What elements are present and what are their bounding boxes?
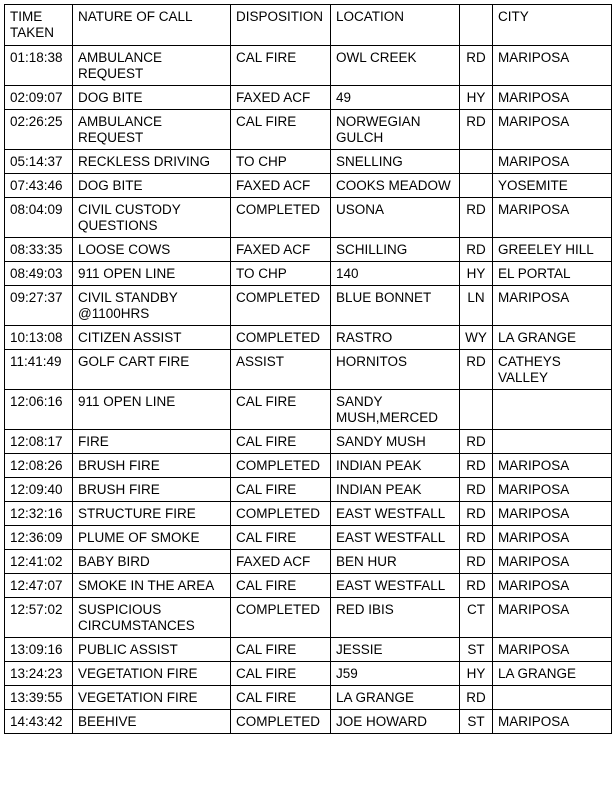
table-row [5, 174, 612, 198]
location-cell: COOKS MEADOW [331, 174, 460, 198]
location-cell: 140 [331, 262, 460, 286]
time-cell: 13:39:55 [5, 686, 73, 710]
table-row [5, 550, 612, 574]
time-cell: 13:24:23 [5, 662, 73, 686]
disposition-cell: FAXED ACF [231, 86, 331, 110]
nature-cell: BABY BIRD [73, 550, 231, 574]
city-cell: LA GRANGE [493, 662, 612, 686]
location-cell: BLUE BONNET [331, 286, 460, 326]
suffix-cell: RD [460, 238, 493, 262]
nature-cell: 911 OPEN LINE [73, 262, 231, 286]
time-cell: 10:13:08 [5, 326, 73, 350]
table-row [5, 86, 612, 110]
time-cell: 13:09:16 [5, 638, 73, 662]
city-cell: MARIPOSA [493, 574, 612, 598]
table-row [5, 350, 612, 390]
table-row [5, 262, 612, 286]
time-cell: 12:08:17 [5, 430, 73, 454]
time-cell: 08:49:03 [5, 262, 73, 286]
table-row [5, 502, 612, 526]
nature-cell: AMBULANCE REQUEST [73, 110, 231, 150]
suffix-cell: RD [460, 350, 493, 390]
suffix-cell: HY [460, 262, 493, 286]
disposition-cell: CAL FIRE [231, 478, 331, 502]
disposition-cell: FAXED ACF [231, 550, 331, 574]
city-cell: YOSEMITE [493, 174, 612, 198]
suffix-cell: RD [460, 550, 493, 574]
nature-cell: PUBLIC ASSIST [73, 638, 231, 662]
table-row [5, 286, 612, 326]
nature-cell: VEGETATION FIRE [73, 686, 231, 710]
nature-cell: BEEHIVE [73, 710, 231, 734]
disposition-cell: COMPLETED [231, 454, 331, 478]
location-cell: BEN HUR [331, 550, 460, 574]
disposition-cell: COMPLETED [231, 286, 331, 326]
city-cell: MARIPOSA [493, 550, 612, 574]
location-cell: OWL CREEK [331, 46, 460, 86]
suffix-cell: RD [460, 198, 493, 238]
time-cell: 09:27:37 [5, 286, 73, 326]
disposition-cell: COMPLETED [231, 502, 331, 526]
city-cell: MARIPOSA [493, 454, 612, 478]
disposition-cell: COMPLETED [231, 598, 331, 638]
header-time-taken: TIME TAKEN [5, 5, 73, 46]
location-cell: INDIAN PEAK [331, 454, 460, 478]
table-row [5, 150, 612, 174]
disposition-cell: CAL FIRE [231, 638, 331, 662]
location-cell: INDIAN PEAK [331, 478, 460, 502]
city-cell: MARIPOSA [493, 86, 612, 110]
call-log-table [4, 4, 612, 734]
time-cell: 11:41:49 [5, 350, 73, 390]
time-cell: 07:43:46 [5, 174, 73, 198]
time-cell: 12:09:40 [5, 478, 73, 502]
suffix-cell: RD [460, 46, 493, 86]
nature-cell: AMBULANCE REQUEST [73, 46, 231, 86]
suffix-cell: RD [460, 478, 493, 502]
nature-cell: PLUME OF SMOKE [73, 526, 231, 550]
location-cell: JOE HOWARD [331, 710, 460, 734]
time-cell: 02:09:07 [5, 86, 73, 110]
table-row [5, 478, 612, 502]
disposition-cell: CAL FIRE [231, 662, 331, 686]
time-cell: 12:47:07 [5, 574, 73, 598]
nature-cell: SUSPICIOUS CIRCUMSTANCES [73, 598, 231, 638]
nature-cell: RECKLESS DRIVING [73, 150, 231, 174]
nature-cell: VEGETATION FIRE [73, 662, 231, 686]
table-row [5, 46, 612, 86]
disposition-cell: TO CHP [231, 150, 331, 174]
location-cell: LA GRANGE [331, 686, 460, 710]
city-cell: MARIPOSA [493, 286, 612, 326]
suffix-cell: HY [460, 86, 493, 110]
call-log-page [4, 4, 612, 734]
city-cell: MARIPOSA [493, 710, 612, 734]
suffix-cell: ST [460, 710, 493, 734]
disposition-cell: CAL FIRE [231, 390, 331, 430]
location-cell: USONA [331, 198, 460, 238]
table-row [5, 110, 612, 150]
header-city: CITY [493, 5, 612, 46]
disposition-cell: FAXED ACF [231, 238, 331, 262]
location-cell: EAST WESTFALL [331, 574, 460, 598]
suffix-cell: RD [460, 430, 493, 454]
header-nature-of-call: NATURE OF CALL [73, 5, 231, 46]
suffix-cell: RD [460, 526, 493, 550]
location-cell: SANDY MUSH [331, 430, 460, 454]
time-cell: 08:33:35 [5, 238, 73, 262]
city-cell: MARIPOSA [493, 478, 612, 502]
time-cell: 01:18:38 [5, 46, 73, 86]
suffix-cell: RD [460, 686, 493, 710]
table-row [5, 430, 612, 454]
location-cell: SANDY MUSH,MERCED [331, 390, 460, 430]
time-cell: 12:08:26 [5, 454, 73, 478]
suffix-cell [460, 390, 493, 430]
time-cell: 02:26:25 [5, 110, 73, 150]
location-cell: SNELLING [331, 150, 460, 174]
disposition-cell: COMPLETED [231, 326, 331, 350]
location-cell: 49 [331, 86, 460, 110]
location-cell: RASTRO [331, 326, 460, 350]
time-cell: 12:32:16 [5, 502, 73, 526]
time-cell: 05:14:37 [5, 150, 73, 174]
disposition-cell: CAL FIRE [231, 46, 331, 86]
disposition-cell: ASSIST [231, 350, 331, 390]
disposition-cell: FAXED ACF [231, 174, 331, 198]
time-cell: 12:06:16 [5, 390, 73, 430]
nature-cell: GOLF CART FIRE [73, 350, 231, 390]
disposition-cell: CAL FIRE [231, 430, 331, 454]
suffix-cell [460, 174, 493, 198]
disposition-cell: CAL FIRE [231, 110, 331, 150]
header-row [5, 5, 612, 46]
disposition-cell: TO CHP [231, 262, 331, 286]
suffix-cell: CT [460, 598, 493, 638]
table-row [5, 390, 612, 430]
nature-cell: FIRE [73, 430, 231, 454]
table-body [5, 46, 612, 734]
header-street-suffix [460, 5, 493, 46]
table-row [5, 710, 612, 734]
location-cell: RED IBIS [331, 598, 460, 638]
table-row [5, 662, 612, 686]
header-disposition: DISPOSITION [231, 5, 331, 46]
location-cell: J59 [331, 662, 460, 686]
suffix-cell: RD [460, 574, 493, 598]
city-cell: GREELEY HILL [493, 238, 612, 262]
table-row [5, 638, 612, 662]
suffix-cell: ST [460, 638, 493, 662]
table-row [5, 598, 612, 638]
city-cell: MARIPOSA [493, 598, 612, 638]
nature-cell: CITIZEN ASSIST [73, 326, 231, 350]
nature-cell: CIVIL CUSTODY QUESTIONS [73, 198, 231, 238]
time-cell: 12:36:09 [5, 526, 73, 550]
suffix-cell: RD [460, 110, 493, 150]
city-cell: MARIPOSA [493, 502, 612, 526]
location-cell: SCHILLING [331, 238, 460, 262]
nature-cell: DOG BITE [73, 174, 231, 198]
disposition-cell: COMPLETED [231, 198, 331, 238]
table-row [5, 686, 612, 710]
disposition-cell: COMPLETED [231, 710, 331, 734]
nature-cell: SMOKE IN THE AREA [73, 574, 231, 598]
city-cell: MARIPOSA [493, 46, 612, 86]
disposition-cell: CAL FIRE [231, 686, 331, 710]
suffix-cell: RD [460, 454, 493, 478]
table-row [5, 198, 612, 238]
city-cell: MARIPOSA [493, 526, 612, 550]
city-cell: MARIPOSA [493, 110, 612, 150]
city-cell [493, 686, 612, 710]
table-row [5, 454, 612, 478]
city-cell [493, 430, 612, 454]
city-cell: EL PORTAL [493, 262, 612, 286]
table-row [5, 574, 612, 598]
table-header [5, 5, 612, 46]
suffix-cell: WY [460, 326, 493, 350]
time-cell: 14:43:42 [5, 710, 73, 734]
city-cell: MARIPOSA [493, 638, 612, 662]
suffix-cell: HY [460, 662, 493, 686]
location-cell: HORNITOS [331, 350, 460, 390]
nature-cell: BRUSH FIRE [73, 454, 231, 478]
time-cell: 12:41:02 [5, 550, 73, 574]
nature-cell: DOG BITE [73, 86, 231, 110]
nature-cell: LOOSE COWS [73, 238, 231, 262]
city-cell: LA GRANGE [493, 326, 612, 350]
disposition-cell: CAL FIRE [231, 574, 331, 598]
suffix-cell: RD [460, 502, 493, 526]
location-cell: NORWEGIAN GULCH [331, 110, 460, 150]
nature-cell: 911 OPEN LINE [73, 390, 231, 430]
suffix-cell [460, 150, 493, 174]
time-cell: 12:57:02 [5, 598, 73, 638]
table-row [5, 238, 612, 262]
city-cell: MARIPOSA [493, 198, 612, 238]
disposition-cell: CAL FIRE [231, 526, 331, 550]
nature-cell: STRUCTURE FIRE [73, 502, 231, 526]
location-cell: JESSIE [331, 638, 460, 662]
table-row [5, 526, 612, 550]
header-location: LOCATION [331, 5, 460, 46]
location-cell: EAST WESTFALL [331, 502, 460, 526]
nature-cell: CIVIL STANDBY @1100HRS [73, 286, 231, 326]
city-cell: MARIPOSA [493, 150, 612, 174]
time-cell: 08:04:09 [5, 198, 73, 238]
suffix-cell: LN [460, 286, 493, 326]
table-row [5, 326, 612, 350]
city-cell: CATHEYS VALLEY [493, 350, 612, 390]
location-cell: EAST WESTFALL [331, 526, 460, 550]
city-cell [493, 390, 612, 430]
nature-cell: BRUSH FIRE [73, 478, 231, 502]
